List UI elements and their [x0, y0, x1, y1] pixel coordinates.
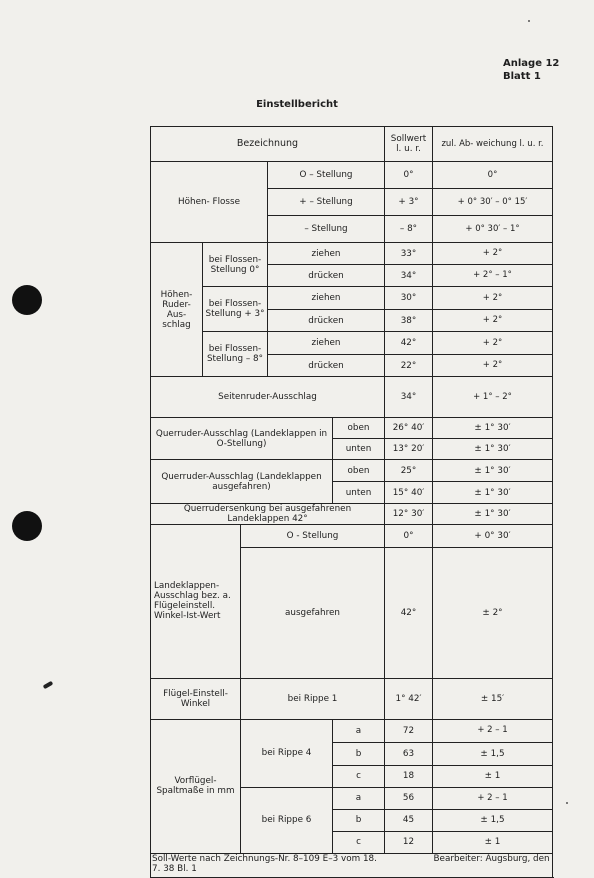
flossenstellung-cell: bei Flossen- Stellung + 3° [203, 287, 268, 332]
sollwert-cell: 25° [385, 460, 433, 482]
sollwert-cell: 42° [385, 548, 433, 679]
stellung-cell: + – Stellung [268, 189, 385, 216]
sollwert-cell: 33° [385, 243, 433, 265]
sollwert-cell: 26° 40′ [385, 418, 433, 439]
punch-hole-top [12, 285, 42, 315]
table-row [151, 460, 553, 482]
abweichung-cell: + 2° [433, 287, 553, 310]
action-cell: drücken [268, 355, 385, 377]
sollwert-cell: 15° 40′ [385, 482, 433, 504]
abweichung-cell: + 0° 30′ – 1° [433, 216, 553, 243]
table-footer-row [151, 853, 553, 877]
sollwert-cell: 0° [385, 162, 433, 189]
sollwert-cell: 22° [385, 355, 433, 377]
table-row [151, 377, 553, 418]
column-header-sollwert: Sollwert l. u. r. [385, 127, 433, 162]
abweichung-cell: + 2° [433, 355, 553, 377]
querruder-label: Querruder-Ausschlag (Landeklappen ausgefahren) [151, 460, 333, 504]
column-header-bezeichnung: Bezeichnung [151, 127, 385, 162]
table-row [151, 287, 553, 310]
sollwert-cell: 12° 30′ [385, 504, 433, 525]
abweichung-cell: ± 1° 30′ [433, 482, 553, 504]
abweichung-cell: ± 1° 30′ [433, 504, 553, 525]
pencil-mark [43, 681, 54, 689]
flossenstellung-cell: bei Flossen- Stellung – 8° [203, 332, 268, 377]
abweichung-cell: ± 1° 30′ [433, 460, 553, 482]
column-header-abweichung: zul. Ab- weichung l. u. r. [433, 127, 553, 162]
rippe-cell: bei Rippe 6 [241, 787, 333, 853]
abweichung-cell: + 2 – 1 [433, 787, 553, 809]
abweichung-cell: + 2° – 1° [433, 265, 553, 287]
sollwert-cell: 56 [385, 787, 433, 809]
table-row [151, 332, 553, 355]
abweichung-cell: ± 2° [433, 548, 553, 679]
hoehenruder-label: Höhen- Ruder- Aus- schlag [151, 243, 203, 377]
abweichung-cell: ± 1° 30′ [433, 439, 553, 460]
abweichung-cell: + 2° [433, 243, 553, 265]
rippe-cell: bei Rippe 4 [241, 719, 333, 787]
position-cell: bei Rippe 1 [241, 678, 385, 719]
footer-bearbeiter: Bearbeiter: Augsburg, den [433, 853, 553, 877]
sollwert-cell: + 3° [385, 189, 433, 216]
hoehenflosse-label: Höhen- Flosse [151, 162, 268, 243]
abweichung-cell: + 0° 30′ [433, 525, 553, 548]
page-title: Einstellbericht [256, 99, 338, 110]
position-cell: O - Stellung [241, 525, 385, 548]
abweichung-cell: ± 1,5 [433, 742, 553, 765]
attachment-label [503, 57, 559, 83]
sollwert-cell: 45 [385, 809, 433, 831]
sollwert-cell: – 8° [385, 216, 433, 243]
abweichung-cell: ± 1 [433, 831, 553, 853]
sollwert-cell: 13° 20′ [385, 439, 433, 460]
position-cell: ausgefahren [241, 548, 385, 679]
footer-spacer [385, 853, 433, 877]
key-cell: a [333, 787, 385, 809]
key-cell: b [333, 809, 385, 831]
table-row [151, 243, 553, 265]
querruder-label: Querruder-Ausschlag (Landeklappen in O-Stellung) [151, 418, 333, 460]
action-cell: drücken [268, 310, 385, 332]
abweichung-cell: ± 1,5 [433, 809, 553, 831]
key-cell: c [333, 765, 385, 787]
sollwert-cell: 72 [385, 719, 433, 742]
flossenstellung-cell: bei Flossen- Stellung 0° [203, 243, 268, 287]
sollwert-cell: 34° [385, 377, 433, 418]
sollwert-cell: 0° [385, 525, 433, 548]
blatt-text: Blatt 1 [503, 71, 541, 82]
direction-cell: unten [333, 482, 385, 504]
abweichung-cell: + 2 – 1 [433, 719, 553, 742]
abweichung-cell: ± 1° 30′ [433, 418, 553, 439]
direction-cell: unten [333, 439, 385, 460]
sollwert-cell: 63 [385, 742, 433, 765]
table-row [151, 678, 553, 719]
abweichung-cell: 0° [433, 162, 553, 189]
action-cell: ziehen [268, 332, 385, 355]
abweichung-cell: + 2° [433, 310, 553, 332]
abweichung-cell: + 2° [433, 332, 553, 355]
settings-table [150, 126, 553, 878]
key-cell: c [333, 831, 385, 853]
vorfluegel-label: Vorflügel- Spaltmaße in mm [151, 719, 241, 853]
key-cell: b [333, 742, 385, 765]
table-row [151, 418, 553, 439]
stellung-cell: – Stellung [268, 216, 385, 243]
table-row [151, 525, 553, 548]
sollwert-cell: 42° [385, 332, 433, 355]
speck [566, 802, 568, 804]
table-row [151, 504, 553, 525]
table-row [151, 719, 553, 742]
direction-cell: oben [333, 418, 385, 439]
fluegeleinstell-label: Flügel-Einstell- Winkel [151, 678, 241, 719]
footer-reference: Soll-Werte nach Zeichnungs-Nr. 8–109 E–3 vom 18. 7. 38 Bl. 1 [151, 853, 385, 877]
landeklappen-label: Landeklappen- Ausschlag bez. a. Flügeleinstell. Winkel-Ist-Wert [151, 525, 241, 679]
abweichung-cell: ± 15′ [433, 678, 553, 719]
sollwert-cell: 30° [385, 287, 433, 310]
speck [528, 20, 530, 22]
action-cell: ziehen [268, 287, 385, 310]
abweichung-cell: + 1° – 2° [433, 377, 553, 418]
sollwert-cell: 34° [385, 265, 433, 287]
abweichung-cell: + 0° 30′ – 0° 15′ [433, 189, 553, 216]
sollwert-cell: 12 [385, 831, 433, 853]
punch-hole-bottom [12, 511, 42, 541]
querrudersenkung-label: Querrudersenkung bei ausgefahrenen Landeklappen 42° [151, 504, 385, 525]
stellung-cell: O – Stellung [268, 162, 385, 189]
action-cell: ziehen [268, 243, 385, 265]
sollwert-cell: 38° [385, 310, 433, 332]
sollwert-cell: 1° 42′ [385, 678, 433, 719]
key-cell: a [333, 719, 385, 742]
table-row [151, 162, 553, 189]
direction-cell: oben [333, 460, 385, 482]
seitenruder-label: Seitenruder-Ausschlag [151, 377, 385, 418]
table-header-row [151, 127, 553, 162]
action-cell: drücken [268, 265, 385, 287]
abweichung-cell: ± 1 [433, 765, 553, 787]
anlage-text: Anlage 12 [503, 58, 560, 69]
sollwert-cell: 18 [385, 765, 433, 787]
